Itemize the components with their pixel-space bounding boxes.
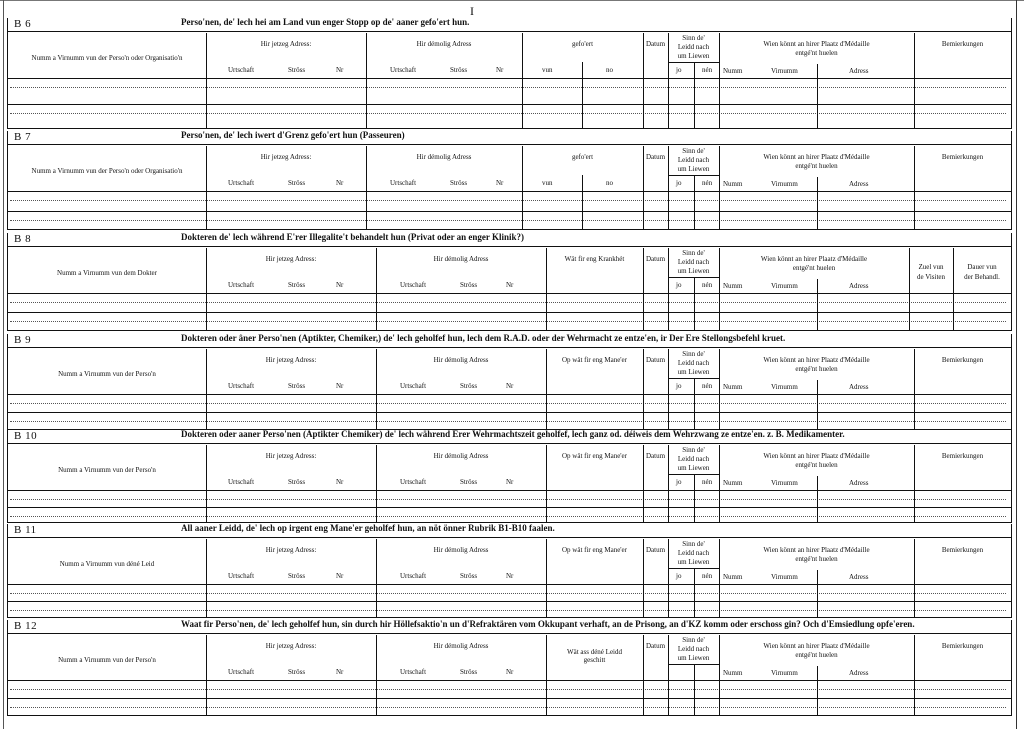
caught-to-label: no [606, 66, 613, 74]
date-label: Datum [645, 153, 666, 161]
locality-label: Urtschaft [390, 179, 417, 187]
sense-label-3: um Liewen [677, 52, 710, 60]
date-label: Datum [645, 452, 666, 460]
number-label: Nr [496, 66, 504, 74]
street-label: Ströss [450, 179, 468, 187]
medal-address-label: Adress [849, 669, 869, 677]
sense-label-2: Leidd nach [677, 455, 710, 463]
former-address-label: Hir démolig Adress [433, 356, 489, 364]
medal-divider [817, 177, 818, 230]
top-rule [0, 0, 1024, 1]
medal-label-2: entgé'nt huelen [795, 49, 838, 57]
locality-label: Urtschaft [390, 66, 417, 74]
section-b6 [7, 18, 1012, 129]
sense-rule [668, 568, 719, 569]
medal-label-2: entgé'nt huelen [795, 162, 838, 170]
section-code: B 10 [14, 430, 38, 442]
former-address-label: Hir démolig Adress [416, 153, 472, 161]
section-code: B 8 [14, 233, 32, 245]
medal-name-label: Numm [723, 479, 743, 487]
section-title: Perso'nen, de' lech hei am Land vun enger Stopp op de' aaner gefo'ert hun. [181, 17, 470, 27]
number-label: Nr [336, 179, 344, 187]
locality-label: Urtschaft [228, 66, 255, 74]
sense-divider [694, 379, 695, 430]
section-header [8, 233, 1011, 247]
medal-address-label: Adress [849, 383, 869, 391]
locality-label: Urtschaft [228, 281, 255, 289]
caught-label: gefo'ert [571, 40, 594, 48]
header-rule [8, 490, 1011, 491]
sense-label-2: Leidd nach [677, 549, 710, 557]
medal-first-name-label: Virnumm [771, 669, 798, 677]
sense-yes-label: jo [676, 572, 682, 580]
locality-label: Urtschaft [400, 572, 427, 580]
sense-no-label: nén [702, 179, 713, 187]
number-label: Nr [506, 572, 514, 580]
current-address-label: Hir jetzeg Adress: [265, 255, 317, 263]
medal-name-label: Numm [723, 282, 743, 290]
number-label: Nr [506, 382, 514, 390]
medal-divider [817, 279, 818, 331]
sense-label-2: Leidd nach [677, 258, 710, 266]
number-label: Nr [336, 668, 344, 676]
medal-name-label: Numm [723, 67, 743, 75]
entry-line [10, 302, 1006, 303]
left-edge [3, 0, 4, 729]
locality-label: Urtschaft [228, 382, 255, 390]
sense-yes-label: jo [676, 382, 682, 390]
remarks-label: Bemierkungen [941, 356, 984, 364]
sense-label-3: um Liewen [677, 464, 710, 472]
section-b8 [7, 233, 1012, 331]
row-rule [8, 698, 1011, 699]
number-label: Nr [336, 572, 344, 580]
section-title: Dokteren oder âner Perso'nen (Aptikter, Chemiker,) de' lech geholfef hun, lech dem R.A.D. oder der Wehrmacht ze entze'en, ir Der Ere Stellongsbefehl kruet. [181, 333, 786, 343]
current-address-label: Hir jetzeg Adress: [260, 40, 312, 48]
entry-line [10, 516, 1006, 517]
sense-divider [694, 176, 695, 230]
former-address-label: Hir démolig Adress [433, 255, 489, 263]
sense-yes-label: jo [676, 281, 682, 289]
street-label: Ströss [288, 66, 306, 74]
street-label: Ströss [288, 668, 306, 676]
date-label: Datum [645, 546, 666, 554]
sense-divider [694, 278, 695, 331]
current-address-label: Hir jetzeg Adress: [265, 356, 317, 364]
caught-from-label: vun [542, 66, 553, 74]
remarks-label: Bemierkungen [941, 40, 984, 48]
section-b12 [7, 620, 1012, 716]
sense-rule [668, 664, 719, 665]
sense-label-2: Leidd nach [677, 645, 710, 653]
sense-label-1: Sinn de' [682, 636, 705, 644]
section-code: B 7 [14, 131, 32, 143]
caught-label: gefo'ert [571, 153, 594, 161]
number-label: Nr [506, 478, 514, 486]
sense-divider [694, 63, 695, 129]
number-label: Nr [506, 281, 514, 289]
locality-label: Urtschaft [400, 668, 427, 676]
caught-from-label: vun [542, 179, 553, 187]
section-title: Dokteren de' lech während E'rer Illegalite't behandelt hun (Privat oder an enger Klinik?) [181, 232, 525, 242]
medal-first-name-label: Virnumm [771, 67, 798, 75]
how-label: Op wät fir eng Mane'er [561, 356, 627, 364]
street-label: Ströss [460, 281, 478, 289]
date-label: Datum [645, 356, 666, 364]
medal-name-label: Numm [723, 669, 743, 677]
number-label: Nr [336, 382, 344, 390]
section-header [8, 131, 1011, 145]
medal-label-2: entgé'nt huelen [792, 264, 836, 272]
row-rule [8, 312, 1011, 313]
sense-label-3: um Liewen [677, 165, 710, 173]
visits-label-1: Zuel vun [918, 263, 944, 271]
medal-name-label: Numm [723, 573, 743, 581]
row-rule [8, 104, 1011, 105]
date-label: Datum [645, 40, 666, 48]
former-address-label: Hir démolig Adress [433, 546, 489, 554]
sense-no-label: nén [702, 66, 713, 74]
sense-label-2: Leidd nach [677, 43, 710, 51]
row-rule [8, 412, 1011, 413]
sense-label-1: Sinn de' [682, 540, 705, 548]
sense-no-label: nén [702, 478, 713, 486]
current-address-label: Hir jetzeg Adress: [265, 546, 317, 554]
former-address-label: Hir démolig Adress [416, 40, 472, 48]
street-label: Ströss [288, 382, 306, 390]
medal-label-2: entgé'nt huelen [795, 461, 838, 469]
medal-divider [817, 666, 818, 716]
sense-rule [668, 62, 719, 63]
medal-divider [817, 570, 818, 618]
medal-label-1: Wien könnt an hirer Plaatz d'Médaille [763, 356, 870, 364]
number-label: Nr [506, 668, 514, 676]
sense-label-2: Leidd nach [677, 359, 710, 367]
section-title: Waat fir Perso'nen, de' lech geholfef hun, sin durch hir Höllefsaktio'n un d'Refraktären vom Okkupant verhaft, an de Prisong, an d'KZ komm oder erschoss gin? Och d'Emsiedlung opfe'eren. [181, 619, 915, 629]
medal-address-label: Adress [849, 67, 869, 75]
header-rule [8, 584, 1011, 585]
entry-line [10, 689, 1006, 690]
header-rule [8, 191, 1011, 192]
how-label: Op wät fir eng Mane'er [561, 452, 627, 460]
section-b11 [7, 524, 1012, 618]
former-address-label: Hir démolig Adress [433, 452, 489, 460]
name-label: Numm a Virnumm vun dem Dokter [57, 269, 157, 277]
number-label: Nr [336, 66, 344, 74]
locality-label: Urtschaft [400, 382, 427, 390]
section-b7 [7, 131, 1012, 230]
sense-divider [694, 569, 695, 618]
medal-first-name-label: Virnumm [771, 479, 798, 487]
sense-divider [694, 665, 695, 716]
medal-divider [817, 476, 818, 523]
header-rule [8, 680, 1011, 681]
sense-label-3: um Liewen [677, 267, 710, 275]
header-rule [8, 293, 1011, 294]
sense-rule [668, 378, 719, 379]
sense-yes-label: jo [676, 66, 682, 74]
sense-label-1: Sinn de' [682, 34, 705, 42]
number-label: Nr [336, 281, 344, 289]
remarks-label: Bemierkungen [941, 642, 984, 650]
medal-first-name-label: Virnumm [771, 282, 798, 290]
street-label: Ströss [288, 478, 306, 486]
sense-label-1: Sinn de' [682, 249, 705, 257]
section-header [8, 430, 1011, 444]
how-label: Op wät fir eng Mane'er [561, 546, 627, 554]
locality-label: Urtschaft [228, 179, 255, 187]
street-label: Ströss [288, 572, 306, 580]
sense-divider [694, 475, 695, 523]
sense-label-3: um Liewen [677, 654, 710, 662]
medal-first-name-label: Virnumm [771, 573, 798, 581]
medal-address-label: Adress [849, 282, 869, 290]
street-label: Ströss [450, 66, 468, 74]
medal-label-1: Wien könnt an hirer Plaatz d'Médaille [763, 40, 870, 48]
entry-line [10, 593, 1006, 594]
what-label-2: geschitt [583, 656, 606, 664]
sense-label-1: Sinn de' [682, 446, 705, 454]
section-header [8, 524, 1011, 538]
caught-to-label: no [606, 179, 613, 187]
row-rule [8, 211, 1011, 212]
current-address-label: Hir jetzeg Adress: [260, 153, 312, 161]
sense-label-1: Sinn de' [682, 147, 705, 155]
street-label: Ströss [288, 281, 306, 289]
medal-label-2: entgé'nt huelen [795, 365, 838, 373]
right-edge [1016, 0, 1017, 729]
top-mark: I [470, 4, 474, 18]
medal-label-1: Wien könnt an hirer Plaatz d'Médaille [760, 255, 868, 263]
sense-label-3: um Liewen [677, 368, 710, 376]
sense-yes-label: jo [676, 478, 682, 486]
entry-line [10, 421, 1006, 422]
name-label: Numm a Virnumm vun déné Leid [59, 560, 155, 568]
number-label: Nr [336, 478, 344, 486]
header-rule [8, 394, 1011, 395]
medal-label-1: Wien könnt an hirer Plaatz d'Médaille [763, 153, 870, 161]
medal-first-name-label: Virnumm [771, 383, 798, 391]
section-code: B 12 [14, 620, 38, 632]
entry-line [10, 707, 1006, 708]
entry-line [10, 200, 1006, 201]
locality-label: Urtschaft [400, 281, 427, 289]
entry-line [10, 321, 1006, 322]
sense-label-2: Leidd nach [677, 156, 710, 164]
locality-label: Urtschaft [228, 572, 255, 580]
street-label: Ströss [460, 382, 478, 390]
entry-line [10, 87, 1006, 88]
sense-label-1: Sinn de' [682, 350, 705, 358]
medal-label-1: Wien könnt an hirer Plaatz d'Médaille [763, 452, 870, 460]
name-label: Numm a Virnumm vun der Perso'n [58, 370, 156, 378]
what-label-1: Wät ass déné Leidd [566, 648, 622, 656]
name-label: Numm a Virnumm vun der Perso'n [58, 466, 156, 474]
section-header [8, 18, 1011, 32]
section-b10 [7, 430, 1012, 523]
locality-label: Urtschaft [228, 668, 255, 676]
section-code: B 9 [14, 334, 32, 346]
remarks-label: Bemierkungen [941, 546, 984, 554]
sense-no-label: nén [702, 281, 713, 289]
street-label: Ströss [460, 572, 478, 580]
medal-address-label: Adress [849, 180, 869, 188]
street-label: Ströss [460, 668, 478, 676]
entry-line [10, 499, 1006, 500]
medal-label-1: Wien könnt an hirer Plaatz d'Médaille [763, 546, 870, 554]
header-rule [8, 78, 1011, 79]
sense-rule [668, 175, 719, 176]
medal-label-2: entgé'nt huelen [795, 555, 838, 563]
date-label: Datum [645, 642, 666, 650]
current-address-label: Hir jetzeg Adress: [265, 452, 317, 460]
sense-label-3: um Liewen [677, 558, 710, 566]
section-title: All aaner Leidd, de' lech op irgent eng Mane'er geholfef hun, an nöt önner Rubrik B1-B10 faalen. [181, 523, 555, 533]
name-label: Numm a Virnumm vun der Perso'n oder Organisatio'n [31, 54, 183, 62]
number-label: Nr [496, 179, 504, 187]
column-line [909, 248, 910, 331]
column-line [953, 248, 954, 331]
row-rule [8, 601, 1011, 602]
medal-address-label: Adress [849, 479, 869, 487]
street-label: Ströss [288, 179, 306, 187]
sense-yes-label: jo [676, 179, 682, 187]
caught-divider [582, 175, 583, 230]
disease-label: Wät fir eng Krankhét [564, 255, 625, 263]
street-label: Ströss [460, 478, 478, 486]
entry-line [10, 610, 1006, 611]
medal-first-name-label: Virnumm [771, 180, 798, 188]
section-code: B 6 [14, 18, 32, 30]
medal-divider [817, 380, 818, 430]
current-address-label: Hir jetzeg Adress: [265, 642, 317, 650]
row-rule [8, 507, 1011, 508]
medal-label-1: Wien könnt an hirer Plaatz d'Médaille [763, 642, 870, 650]
sense-rule [668, 277, 719, 278]
locality-label: Urtschaft [228, 478, 255, 486]
duration-label-1: Dauer vun [967, 263, 997, 271]
remarks-label: Bemierkungen [941, 153, 984, 161]
caught-divider [582, 62, 583, 129]
medal-name-label: Numm [723, 383, 743, 391]
section-title: Dokteren oder aaner Perso'nen (Aptikter Chemiker) de' lech während Erer Wehrmachtszeit geholfef, lech ganz od. déiweis dem Wehrzwang ze entze'en. z. B. Medikamenter. [181, 429, 845, 439]
section-code: B 11 [14, 524, 37, 536]
name-label: Numm a Virnumm vun der Perso'n oder Organisatio'n [31, 167, 183, 175]
sense-rule [668, 474, 719, 475]
section-header [8, 334, 1011, 348]
sense-no-label: nén [702, 572, 713, 580]
entry-line [10, 220, 1006, 221]
medal-name-label: Numm [723, 180, 743, 188]
visits-label-2: de Visiten [916, 273, 946, 281]
sense-no-label: nén [702, 382, 713, 390]
name-label: Numm a Virnumm vun der Perso'n [58, 656, 156, 664]
locality-label: Urtschaft [400, 478, 427, 486]
section-header [8, 620, 1011, 634]
entry-line [10, 403, 1006, 404]
date-label: Datum [645, 255, 666, 263]
duration-label-2: der Behandl. [964, 273, 1000, 281]
former-address-label: Hir démolig Adress [433, 642, 489, 650]
medal-label-2: entgé'nt huelen [795, 651, 838, 659]
medal-divider [817, 64, 818, 129]
remarks-label: Bemierkungen [941, 452, 984, 460]
section-title: Perso'nen, de' lech iwert d'Grenz gefo'ert hun (Passeuren) [181, 130, 405, 140]
entry-line [10, 113, 1006, 114]
medal-address-label: Adress [849, 573, 869, 581]
section-b9 [7, 334, 1012, 430]
